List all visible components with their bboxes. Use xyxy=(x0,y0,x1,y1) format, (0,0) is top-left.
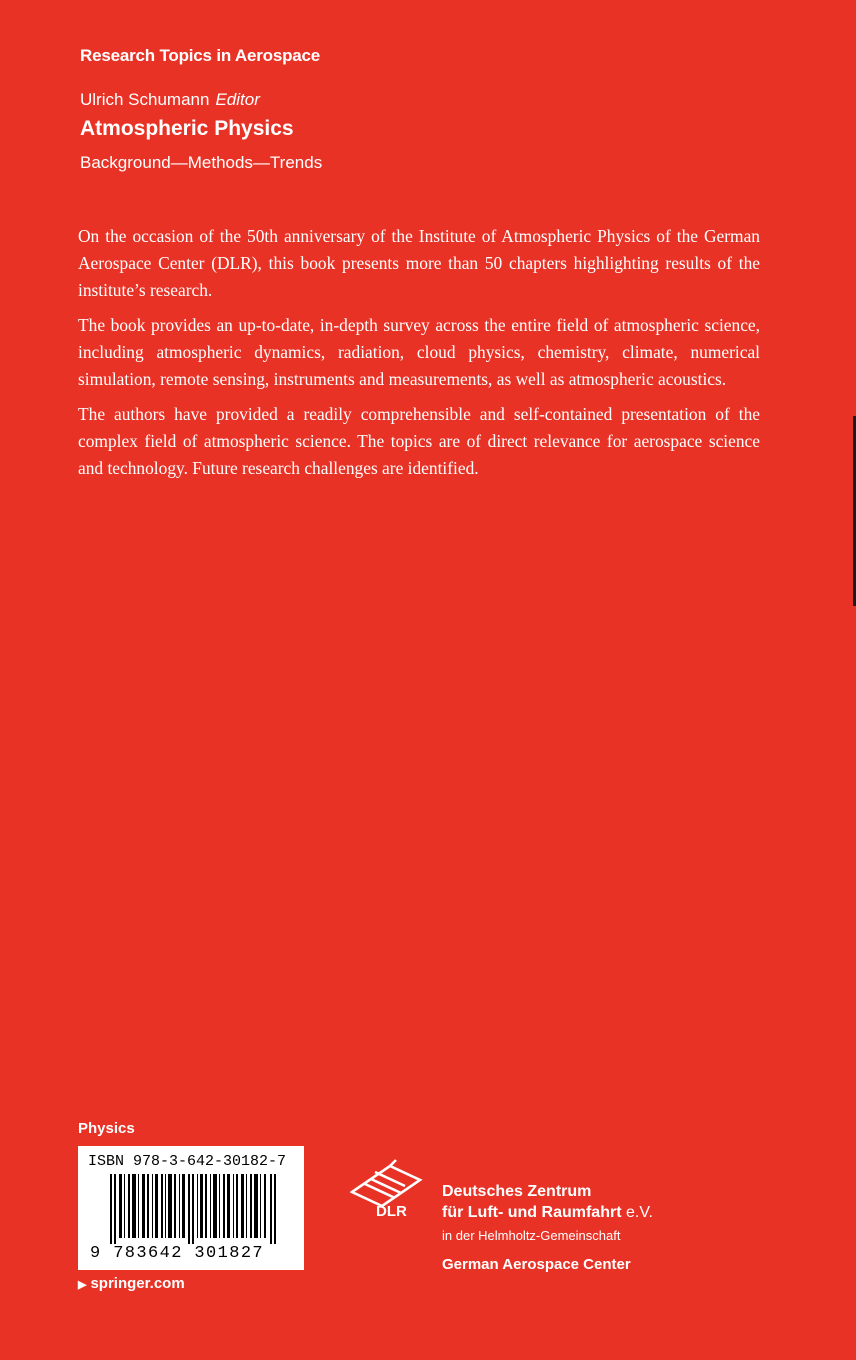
dlr-name-line1: Deutsches Zentrum xyxy=(442,1183,592,1200)
blurb-paragraph: The authors have provided a readily comprehensible and self-contained presentation of the complex field of atmospheric science. The topics are of direct relevance for aerospace science and technology. Future research challenges are identified. xyxy=(78,404,760,478)
dlr-name-suffix: e.V. xyxy=(621,1204,653,1221)
book-subtitle: Background—Methods—Trends xyxy=(80,153,323,172)
dlr-abbrev: DLR xyxy=(376,1203,407,1220)
book-title: Atmospheric Physics xyxy=(80,117,294,140)
dlr-name-line2 xyxy=(442,1204,653,1222)
editor-name: Ulrich Schumann xyxy=(80,90,210,109)
dlr-logo-icon xyxy=(350,1158,430,1208)
isbn-barcode xyxy=(78,1146,304,1270)
blurb-paragraph: The book provides an up-to-date, in-depth survey across the entire field of atmospheric science, including atmospheric dynamics, radiation, cloud physics, chemistry, climate, numerical simulation, remote sensing, instruments and measurements, as well as atmospheric acoustics. xyxy=(78,315,760,389)
subject-category: Physics xyxy=(78,1120,135,1137)
blurb xyxy=(78,223,760,490)
editor-role: Editor xyxy=(215,90,260,109)
dlr-name-main: für Luft- und Raumfahrt xyxy=(442,1204,622,1221)
dlr-english-name: German Aerospace Center xyxy=(442,1256,631,1273)
website-label: springer.com xyxy=(90,1275,185,1292)
series-name: Research Topics in Aerospace xyxy=(80,46,321,65)
dlr-affiliation: in der Helmholtz-Gemeinschaft xyxy=(442,1228,621,1243)
ean-digits: 9 783642 301827 xyxy=(90,1244,265,1263)
publisher-website[interactable] xyxy=(78,1275,185,1292)
blurb-paragraph: On the occasion of the 50th anniversary of the Institute of Atmospheric Physics of the German Aerospace Center (DLR), this book presents more than 50 chapters highlighting results of the institute’s research. xyxy=(78,226,760,300)
triangle-arrow-icon: ▶ xyxy=(78,1279,87,1291)
isbn-text: ISBN 978-3-642-30182-7 xyxy=(88,1153,287,1170)
barcode-bars xyxy=(110,1174,278,1244)
editor-line xyxy=(80,90,260,110)
